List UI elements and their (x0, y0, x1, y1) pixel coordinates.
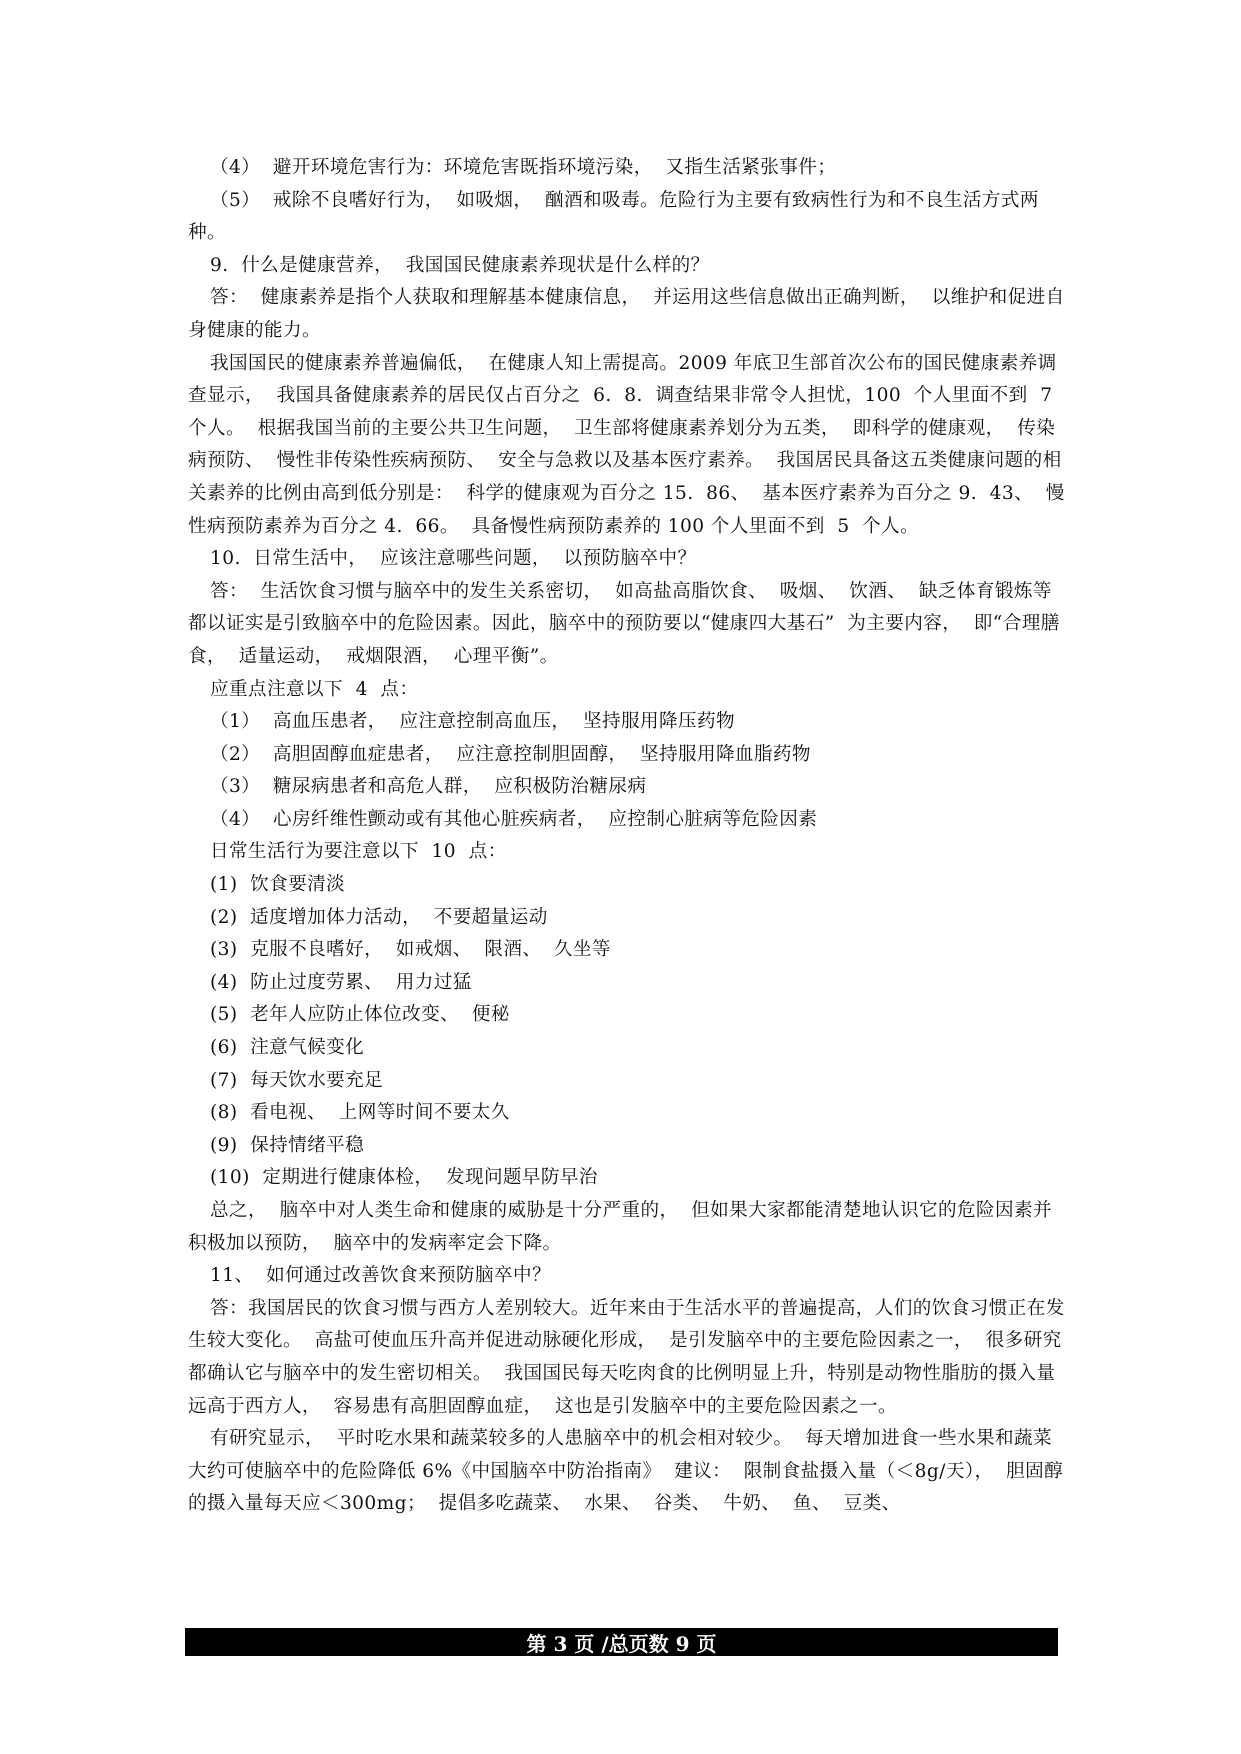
paragraph: (10) 定期进行健康体检， 发现问题早防早治 (210, 1167, 598, 1189)
paragraph: (4) 防止过度劳累、 用力过猛 (210, 971, 472, 993)
paragraph: 答： 生活饮食习惯与脑卒中的发生关系密切， 如高盐高脂饮食、 吸烟、 饮酒、 缺乏体育锻炼等都以证实是引致脑卒中的危险因素。因此，脑卒中的预防要以“健康四大基石” 为主要内容， 即“合理膳食， 适量运动， 戒烟限酒， 心理平衡”。 (188, 580, 1060, 667)
paragraph: 应重点注意以下 4 点： (210, 678, 419, 700)
paragraph: (9) 保持情绪平稳 (210, 1134, 365, 1156)
document-body (188, 152, 1068, 1521)
paragraph: （2） 高胆固醇血症患者， 应注意控制胆固醇， 坚持服用降血脂药物 (210, 743, 811, 765)
paragraph: （5） 戒除不良嗜好行为， 如吸烟， 酗酒和吸毒。危险行为主要有致病性行为和不良生活方式两种。 (188, 189, 1039, 244)
paragraph: 有研究显示， 平时吃水果和蔬菜较多的人患脑卒中的机会相对较少。 每天增加进食一些水果和蔬菜大约可使脑卒中的危险降低 6%《中国脑卒中防治指南》 建议： 限制食盐摄入量（＜8g/天）， 胆固醇的摄入量每天应＜300mg； 提倡多吃蔬菜、 水果、 谷类、 牛奶、 鱼、 豆类、 (188, 1428, 1064, 1515)
paragraph: (6) 注意气候变化 (210, 1037, 365, 1059)
paragraph: (8) 看电视、 上网等时间不要太久 (210, 1102, 510, 1124)
paragraph: (5) 老年人应防止体位改变、 便秘 (210, 1004, 510, 1026)
paragraph: 10. 日常生活中， 应该注意哪些问题， 以预防脑卒中？ (210, 548, 697, 570)
paragraph: （1） 高血压患者， 应注意控制高血压， 坚持服用降压药物 (210, 711, 735, 733)
page-footer (185, 1628, 1058, 1656)
paragraph: （4） 避开环境危害行为：环境危害既指环境污染， 又指生活紧张事件； (210, 157, 837, 178)
paragraph: （3） 糖尿病患者和高危人群， 应积极防治糖尿病 (210, 776, 647, 798)
paragraph: (2) 适度增加体力活动， 不要超量运动 (210, 906, 548, 928)
paragraph: 日常生活行为要注意以下 10 点： (210, 841, 507, 863)
paragraph: 我国国民的健康素养普遍偏低， 在健康人知上需提高。2009 年底卫生部首次公布的国民健康素养调查显示， 我国具备健康素养的居民仅占百分之 6. 8. 调查结果非常令人担忧，100 个人里面不到 7 个人。 根据我国当前的主要公共卫生问题， 卫生部将健康素养划分为五类， 即科学的健康观， 传染病预防、 慢性非传染性疾病预防、 安全与急救以及基本医疗素养。 我国居民具备这五类健康问题的相关素养的比例由高到低分别是： 科学的健康观为百分之 15. 86、 基本医疗素养为百分之 9. 43、 慢性病预防素养为百分之 4. 66。 具备慢性病预防素养的 100 个人里面不到 5 个人。 (188, 352, 1066, 537)
paragraph: 11、 如何通过改善饮食来预防脑卒中？ (210, 1265, 551, 1287)
paragraph: 总之， 脑卒中对人类生命和健康的威胁是十分严重的， 但如果大家都能清楚地认识它的危险因素并积极加以预防， 脑卒中的发病率定会下降。 (188, 1200, 1052, 1254)
page-number-label: 第 3 页 /总页数 9 页 (526, 1631, 717, 1656)
paragraph: 答： 健康素养是指个人获取和理解基本健康信息， 并运用这些信息做出正确判断， 以维护和促进自身健康的能力。 (188, 287, 1065, 341)
paragraph: 答：我国居民的饮食习惯与西方人差别较大。近年来由于生活水平的普遍提高，人们的饮食习惯正在发生较大变化。 高盐可使血压升高并促进动脉硬化形成， 是引发脑卒中的主要危险因素之一， 很多研究都确认它与脑卒中的发生密切相关。 我国国民每天吃肉食的比例明显上升，特别是动物性脂肪的摄入量远高于西方人， 容易患有高胆固醇血症， 这也是引发脑卒中的主要危险因素之一。 (188, 1297, 1065, 1417)
paragraph: (1) 饮食要清淡 (210, 874, 346, 896)
paragraph: (7) 每天饮水要充足 (210, 1069, 384, 1091)
paragraph: 9. 什么是健康营养， 我国国民健康素养现状是什么样的？ (210, 254, 710, 276)
paragraph: (3) 克服不良嗜好， 如戒烟、 限酒、 久坐等 (210, 939, 611, 961)
paragraph: （4） 心房纤维性颤动或有其他心脏疾病者， 应控制心脏病等危险因素 (210, 808, 818, 830)
